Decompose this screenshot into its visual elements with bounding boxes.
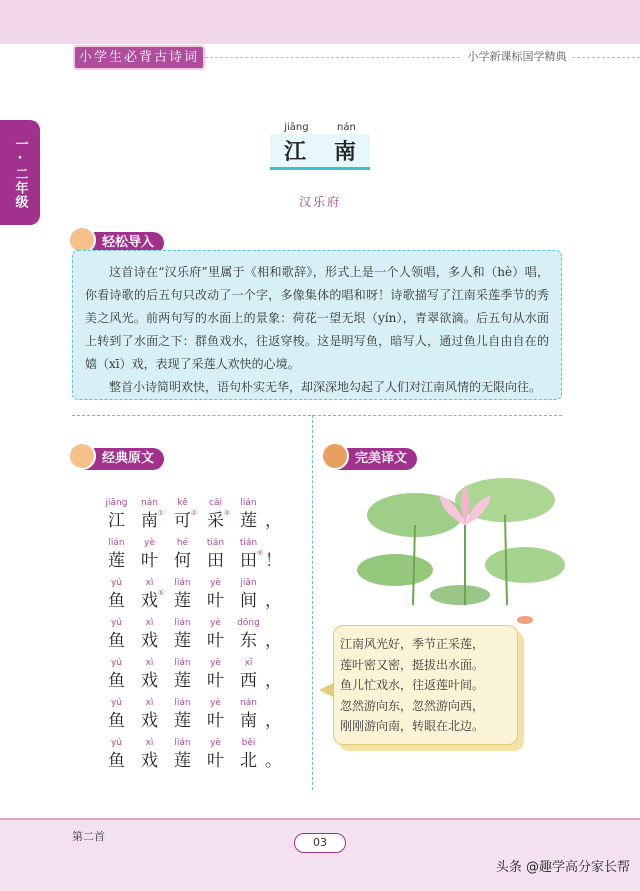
- hanzi: 莲: [108, 551, 125, 571]
- header-rule-right: [572, 57, 640, 58]
- footnote-marker: ②: [190, 509, 197, 517]
- translation-line: 莲叶密又密，挺拔出水面。: [340, 657, 485, 672]
- hanzi: 莲: [174, 751, 191, 771]
- intro-paragraph-2: 整首小诗简明欢快，语句朴实无华，却深深地勾起了人们对江南风情的无限向往。: [109, 380, 542, 394]
- poem-char-cell: [232, 617, 265, 657]
- hanzi: 戏: [141, 671, 158, 691]
- hanzi: 莲: [240, 511, 257, 531]
- hanzi: 鱼: [108, 751, 125, 771]
- pinyin: kě: [177, 498, 188, 508]
- poem-char-cell: [232, 577, 265, 617]
- poem-line: [100, 497, 280, 537]
- poem-char-cell: [133, 537, 166, 577]
- intro-paragraph-1: 这首诗在“汉乐府”里属于《相和歌辞》，形式上是一个人领唱，多人和（hè）唱，你看诗歌的后五句只改动了一个字，多像集体的唱和呀！诗歌描写了江南采莲季节的秀美之风光。前两句写的水面上的景象：荷花一望无垠（yín），青翠欲滴。后五句从水面上转到了水面之下：群鱼戏水，往返穿梭。这是明写鱼，暗写人，通过鱼儿自由自在的嬉（xī）戏，表现了采莲人欢快的心境。: [85, 265, 549, 371]
- pinyin: xì: [145, 578, 154, 588]
- poem-char-cell: [133, 617, 166, 657]
- page-number: 03: [294, 833, 346, 853]
- book-name: 小学新课标国学精典: [467, 50, 567, 63]
- punctuation: ，: [265, 631, 282, 651]
- hanzi: 叶: [207, 671, 224, 691]
- punctuation: ，: [265, 591, 282, 611]
- hanzi: 北: [240, 751, 257, 771]
- pinyin: lián: [108, 538, 125, 548]
- pinyin: nán: [141, 498, 158, 508]
- title-char-1: 江: [283, 139, 306, 165]
- poem-line: [100, 737, 280, 777]
- lotus-pond-illustration: [355, 455, 565, 630]
- pinyin: yè: [210, 578, 221, 588]
- punctuation: 。: [265, 751, 282, 771]
- footer-label: 第二首: [72, 830, 105, 843]
- watermark: 头条 @趣学高分家长帮: [495, 860, 630, 875]
- pinyin: xì: [145, 618, 154, 628]
- hanzi: 南: [141, 511, 158, 531]
- pinyin: yú: [110, 658, 123, 668]
- translation-heading: 完美译文: [355, 451, 408, 466]
- footnote-marker: ①: [157, 509, 164, 517]
- poem-char-cell: [133, 697, 166, 737]
- poem-char-cell: [100, 537, 133, 577]
- pinyin: lián: [174, 698, 191, 708]
- intro-box: [72, 250, 562, 400]
- header-rule: [205, 57, 460, 58]
- poem-char-cell: [133, 577, 166, 617]
- hanzi: 间: [240, 591, 257, 611]
- title-pinyin-2: nán: [336, 122, 356, 133]
- poem-char-cell: [166, 657, 199, 697]
- pinyin: lián: [174, 578, 191, 588]
- poem-title: [270, 134, 370, 170]
- pinyin: jiāng: [105, 498, 128, 508]
- hanzi: 叶: [207, 591, 224, 611]
- section-divider: [72, 415, 562, 416]
- pinyin: yè: [210, 658, 221, 668]
- hanzi: 莲: [174, 671, 191, 691]
- poem-char-cell: [232, 657, 265, 697]
- poem-char-cell: [133, 737, 166, 777]
- hanzi: 鱼: [108, 711, 125, 731]
- poem-char-cell: [232, 537, 265, 577]
- translation-box: [333, 625, 518, 745]
- pinyin: yú: [110, 578, 123, 588]
- translation-line: 忽然游向东，忽然游向西，: [340, 698, 485, 713]
- poem-author: 汉乐府: [298, 195, 341, 209]
- title-pinyin-1: jiāng: [284, 122, 309, 133]
- footnote-marker: ⑤: [157, 589, 164, 597]
- footnote-marker: ③: [223, 509, 230, 517]
- series-title: 小学生必背古诗词: [73, 45, 205, 70]
- punctuation: ，: [265, 711, 282, 731]
- pinyin: lián: [174, 618, 191, 628]
- hanzi: 可: [174, 511, 191, 531]
- poem-line: [100, 617, 280, 657]
- pinyin: yú: [110, 698, 123, 708]
- poem-char-cell: [100, 497, 133, 537]
- translation-pointer: [319, 683, 333, 697]
- pinyin: yè: [144, 538, 155, 548]
- pinyin: běi: [241, 738, 256, 748]
- poem-char-cell: [100, 697, 133, 737]
- poem-char-cell: [133, 657, 166, 697]
- hanzi: 田: [240, 551, 257, 571]
- hanzi: 莲: [174, 711, 191, 731]
- pinyin: yú: [110, 738, 123, 748]
- title-char-2: 南: [333, 139, 356, 165]
- poem-char-cell: [199, 737, 232, 777]
- poem-line: [100, 577, 280, 617]
- pinyin: yè: [210, 738, 221, 748]
- poem-char-cell: [232, 697, 265, 737]
- original-heading: 经典原文: [102, 451, 155, 466]
- hanzi: 西: [240, 671, 257, 691]
- hanzi: 叶: [141, 551, 158, 571]
- poem-char-cell: [166, 697, 199, 737]
- pinyin: cǎi: [209, 498, 222, 508]
- punctuation: ，: [265, 511, 282, 531]
- poem-char-cell: [199, 657, 232, 697]
- pinyin: lián: [174, 738, 191, 748]
- hanzi: 田: [207, 551, 224, 571]
- poem-text: [100, 497, 280, 777]
- poem-char-cell: [100, 577, 133, 617]
- hanzi: 莲: [174, 631, 191, 651]
- pinyin: xì: [145, 698, 154, 708]
- poem-char-cell: [133, 497, 166, 537]
- pinyin: nán: [240, 698, 257, 708]
- poem-char-cell: [100, 737, 133, 777]
- reading-girl-icon: [68, 442, 96, 470]
- boy-reading-icon: [321, 442, 349, 470]
- poem-char-cell: [166, 577, 199, 617]
- pinyin: yè: [210, 698, 221, 708]
- title-pinyin: [270, 122, 370, 133]
- hanzi: 叶: [207, 631, 224, 651]
- pinyin: xī: [244, 658, 253, 668]
- pinyin: jiān: [240, 578, 257, 588]
- original-heading-badge: [72, 448, 164, 470]
- pinyin: yè: [210, 618, 221, 628]
- hanzi: 莲: [174, 591, 191, 611]
- poem-char-cell: [199, 537, 232, 577]
- poem-line: [100, 537, 280, 577]
- pinyin: tián: [206, 538, 225, 548]
- hanzi: 鱼: [108, 631, 125, 651]
- hanzi: 叶: [207, 751, 224, 771]
- hanzi: 鱼: [108, 591, 125, 611]
- poem-char-cell: [166, 497, 199, 537]
- hanzi: 戏: [141, 711, 158, 731]
- pinyin: xì: [145, 738, 154, 748]
- poem-char-cell: [166, 537, 199, 577]
- translation-line: 江南风光好，季节正采莲，: [340, 637, 485, 651]
- poem-char-cell: [199, 577, 232, 617]
- intro-heading: 轻松导入: [102, 235, 155, 250]
- translation-line: 刚刚游向南，转眼在北边。: [340, 719, 485, 733]
- punctuation: ，: [265, 671, 282, 691]
- pinyin: hé: [176, 538, 189, 548]
- hanzi: 戏: [141, 751, 158, 771]
- poem-char-cell: [232, 497, 265, 537]
- grade-tab[interactable]: 一·二年级: [0, 120, 40, 225]
- pinyin: yú: [110, 618, 123, 628]
- poem-char-cell: [232, 737, 265, 777]
- poem-char-cell: [199, 697, 232, 737]
- poem-char-cell: [100, 617, 133, 657]
- hanzi: 江: [108, 511, 125, 531]
- poem-line: [100, 657, 280, 697]
- hanzi: 戏: [141, 631, 158, 651]
- poem-char-cell: [199, 617, 232, 657]
- pinyin: tián: [239, 538, 258, 548]
- pinyin: lián: [174, 658, 191, 668]
- hanzi: 戏: [141, 591, 158, 611]
- pinyin: dōng: [237, 618, 260, 628]
- translation-line: 鱼儿忙戏水，往返莲叶间。: [340, 678, 485, 692]
- hanzi: 鱼: [108, 671, 125, 691]
- poem-char-cell: [166, 737, 199, 777]
- poem-char-cell: [100, 657, 133, 697]
- punctuation: ！: [265, 551, 282, 571]
- hanzi: 叶: [207, 711, 224, 731]
- pinyin: lián: [240, 498, 257, 508]
- footnote-marker: ④: [256, 549, 263, 557]
- poem-line: [100, 697, 280, 737]
- hanzi: 南: [240, 711, 257, 731]
- poem-char-cell: [166, 617, 199, 657]
- hanzi: 东: [240, 631, 257, 651]
- pinyin: xì: [145, 658, 154, 668]
- poem-char-cell: [199, 497, 232, 537]
- top-band: [0, 0, 640, 44]
- hanzi: 采: [207, 511, 224, 531]
- column-divider: [312, 415, 313, 790]
- hanzi: 何: [174, 551, 191, 571]
